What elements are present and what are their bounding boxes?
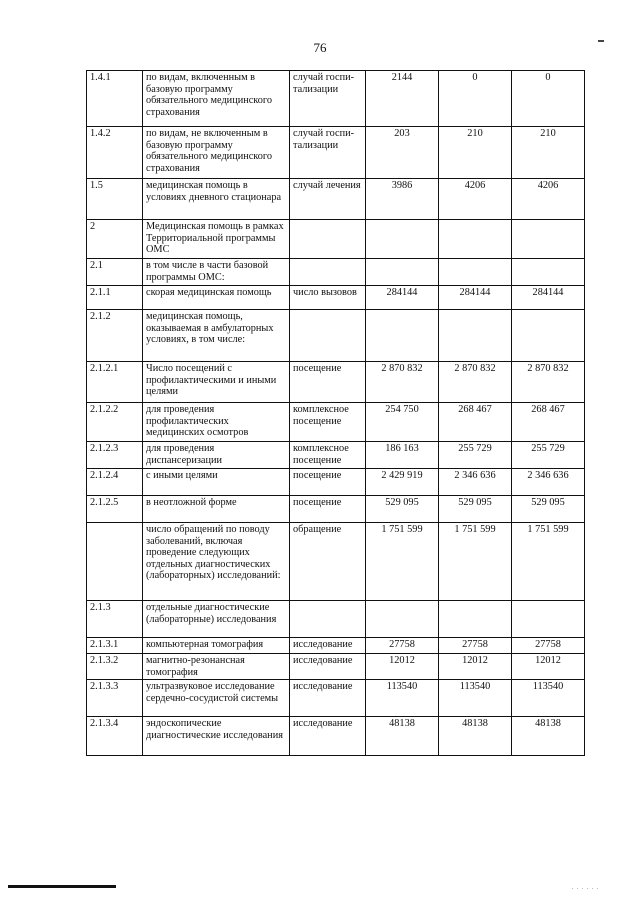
row-unit: число вызовов	[290, 286, 366, 310]
row-value-2: 48138	[439, 717, 512, 756]
row-name: скорая медицинская помощь	[143, 286, 290, 310]
table-row	[87, 71, 585, 127]
row-value-3: 27758	[512, 638, 585, 654]
table-row	[87, 654, 585, 680]
row-value-1: 254 750	[366, 403, 439, 442]
row-value-3	[512, 220, 585, 259]
table-row	[87, 496, 585, 523]
row-value-1: 113540	[366, 680, 439, 717]
row-unit: посещение	[290, 362, 366, 403]
row-value-1: 186 163	[366, 442, 439, 469]
row-code: 2	[87, 220, 143, 259]
row-name: по видам, не включенным в базовую программу обязательного медицинского страхования	[143, 127, 290, 179]
row-unit: исследование	[290, 680, 366, 717]
row-unit: комплексное посещение	[290, 442, 366, 469]
row-value-3: 2 346 636	[512, 469, 585, 496]
scan-mark	[598, 40, 604, 42]
row-name: по видам, включенным в базовую программу обязательного медицинского страхования	[143, 71, 290, 127]
row-unit	[290, 220, 366, 259]
row-value-3	[512, 601, 585, 638]
row-name: компьютерная томография	[143, 638, 290, 654]
row-unit: случай госпи-тализации	[290, 71, 366, 127]
row-name: для проведения профилактических медицинских осмотров	[143, 403, 290, 442]
row-value-1: 284144	[366, 286, 439, 310]
row-value-2	[439, 220, 512, 259]
row-value-2: 12012	[439, 654, 512, 680]
row-value-2: 2 870 832	[439, 362, 512, 403]
row-value-2: 255 729	[439, 442, 512, 469]
row-unit: исследование	[290, 654, 366, 680]
row-name: Число посещений с профилактическими и иными целями	[143, 362, 290, 403]
row-value-3: 1 751 599	[512, 523, 585, 601]
table-row	[87, 259, 585, 286]
row-value-3: 12012	[512, 654, 585, 680]
table-row	[87, 523, 585, 601]
row-value-1	[366, 259, 439, 286]
row-code: 2.1	[87, 259, 143, 286]
row-value-3: 529 095	[512, 496, 585, 523]
row-value-3: 0	[512, 71, 585, 127]
row-name: отдельные диагностические (лабораторные) исследования	[143, 601, 290, 638]
row-value-2	[439, 259, 512, 286]
row-value-3: 2 870 832	[512, 362, 585, 403]
row-value-2: 210	[439, 127, 512, 179]
row-value-3: 4206	[512, 179, 585, 220]
row-value-1: 2 429 919	[366, 469, 439, 496]
row-name: ультразвуковое исследование сердечно-сосудистой системы	[143, 680, 290, 717]
row-unit: исследование	[290, 717, 366, 756]
row-value-2: 4206	[439, 179, 512, 220]
row-value-2	[439, 601, 512, 638]
row-name: для проведения диспансеризации	[143, 442, 290, 469]
row-name: медицинская помощь, оказываемая в амбулаторных условиях, в том числе:	[143, 310, 290, 362]
row-code	[87, 523, 143, 601]
table-row	[87, 220, 585, 259]
row-value-1: 529 095	[366, 496, 439, 523]
row-value-3: 113540	[512, 680, 585, 717]
statistics-table	[86, 70, 585, 756]
row-code: 2.1.3.3	[87, 680, 143, 717]
row-name: в неотложной форме	[143, 496, 290, 523]
row-name: Медицинская помощь в рамках Территориальной программы ОМС	[143, 220, 290, 259]
row-unit: случай госпи-тализации	[290, 127, 366, 179]
row-value-2	[439, 310, 512, 362]
row-name: число обращений по поводу заболеваний, включая проведение следующих отдельных диагностических (лабораторных) исследований:	[143, 523, 290, 601]
row-unit: комплексное посещение	[290, 403, 366, 442]
table-row	[87, 362, 585, 403]
row-value-3: 48138	[512, 717, 585, 756]
row-code: 2.1.3.4	[87, 717, 143, 756]
row-name: в том числе в части базовой программы ОМС:	[143, 259, 290, 286]
row-value-2: 27758	[439, 638, 512, 654]
row-value-3: 284144	[512, 286, 585, 310]
row-code: 2.1.1	[87, 286, 143, 310]
row-unit	[290, 310, 366, 362]
row-value-2: 0	[439, 71, 512, 127]
row-code: 2.1.2.1	[87, 362, 143, 403]
table-row	[87, 638, 585, 654]
row-value-3	[512, 310, 585, 362]
table-row	[87, 601, 585, 638]
page-number: 76	[313, 40, 327, 55]
row-value-2: 2 346 636	[439, 469, 512, 496]
table-row	[87, 469, 585, 496]
row-code: 2.1.2.2	[87, 403, 143, 442]
row-unit: посещение	[290, 469, 366, 496]
row-value-3: 210	[512, 127, 585, 179]
row-value-1: 12012	[366, 654, 439, 680]
row-value-1: 27758	[366, 638, 439, 654]
row-code: 2.1.2.4	[87, 469, 143, 496]
row-value-1: 3986	[366, 179, 439, 220]
table-row	[87, 442, 585, 469]
row-unit	[290, 601, 366, 638]
row-name: магнитно-резонансная томография	[143, 654, 290, 680]
row-value-2: 113540	[439, 680, 512, 717]
scan-dots: . . . . . .	[572, 885, 600, 891]
table-row	[87, 717, 585, 756]
row-unit: исследование	[290, 638, 366, 654]
row-value-2: 1 751 599	[439, 523, 512, 601]
row-value-1: 48138	[366, 717, 439, 756]
row-value-3: 255 729	[512, 442, 585, 469]
row-value-1	[366, 601, 439, 638]
table-row	[87, 127, 585, 179]
row-value-1: 2144	[366, 71, 439, 127]
row-value-3	[512, 259, 585, 286]
row-code: 2.1.3.1	[87, 638, 143, 654]
table-row	[87, 310, 585, 362]
row-code: 1.5	[87, 179, 143, 220]
row-code: 2.1.2.3	[87, 442, 143, 469]
row-code: 2.1.2.5	[87, 496, 143, 523]
row-value-2: 268 467	[439, 403, 512, 442]
table-row	[87, 403, 585, 442]
row-unit: посещение	[290, 496, 366, 523]
row-value-1: 2 870 832	[366, 362, 439, 403]
row-unit: обращение	[290, 523, 366, 601]
row-value-1: 203	[366, 127, 439, 179]
scan-bar	[8, 885, 116, 888]
row-code: 2.1.3	[87, 601, 143, 638]
row-code: 2.1.3.2	[87, 654, 143, 680]
row-name: с иными целями	[143, 469, 290, 496]
row-value-3: 268 467	[512, 403, 585, 442]
row-name: эндоскопические диагностические исследования	[143, 717, 290, 756]
table-body	[87, 71, 585, 756]
row-unit: случай лечения	[290, 179, 366, 220]
row-value-1	[366, 310, 439, 362]
table-row	[87, 286, 585, 310]
row-code: 1.4.1	[87, 71, 143, 127]
row-value-1: 1 751 599	[366, 523, 439, 601]
row-unit	[290, 259, 366, 286]
table-row	[87, 179, 585, 220]
row-code: 2.1.2	[87, 310, 143, 362]
row-value-2: 529 095	[439, 496, 512, 523]
row-code: 1.4.2	[87, 127, 143, 179]
row-name: медицинская помощь в условиях дневного стационара	[143, 179, 290, 220]
row-value-1	[366, 220, 439, 259]
row-value-2: 284144	[439, 286, 512, 310]
table-row	[87, 680, 585, 717]
